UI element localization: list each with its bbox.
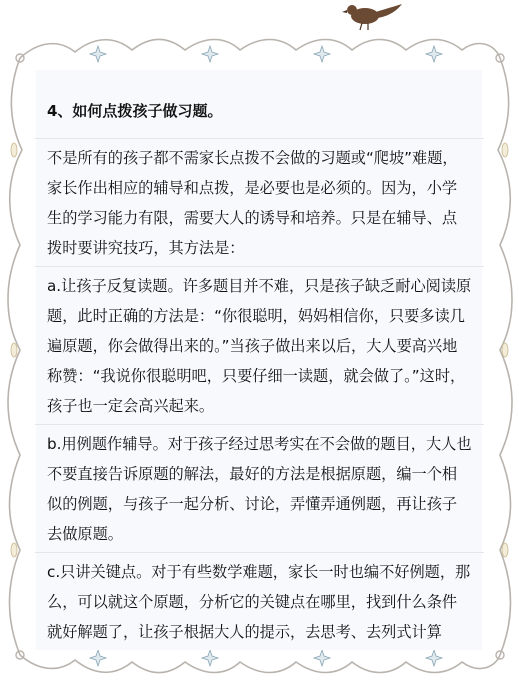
divider bbox=[35, 552, 484, 553]
divider bbox=[35, 424, 484, 425]
article-body bbox=[47, 96, 472, 647]
frame-top-border bbox=[20, 40, 500, 59]
divider bbox=[35, 266, 484, 267]
method-b-paragraph: b.用例题作辅导。对于孩子经过思考实在不会做的题目，大人也不要直接告诉原题的解法，最好的方法是根据原题，编一个相似的例题，与孩子一起分析、讨论，弄懂弄通例题，再让孩子去做原题。 bbox=[47, 435, 472, 543]
method-c-paragraph: c.只讲关键点。对于有些数学难题，家长一时也编不好例题，那么，可以就这个原题，分析它的关键点在哪里，找到什么条件就好解题了，让孩子根据大人的提示，去思考、去列式计算 bbox=[47, 563, 471, 641]
intro-paragraph: 不是所有的孩子都不需家长点拨不会做的习题或“爬坡”难题，家长作出相应的辅导和点拨，是必要也是必须的。因为，小学生的学习能力有限，需要大人的诱导和培养。只是在辅导、点拨时要讲究技巧，其方法是： bbox=[47, 149, 458, 257]
section-heading: 4、如何点拨孩子做习题。 bbox=[47, 102, 223, 120]
divider bbox=[35, 138, 484, 139]
bird-icon bbox=[342, 4, 402, 30]
method-a-paragraph: a.让孩子反复读题。许多题目并不难，只是孩子缺乏耐心阅读原题，此时正确的方法是：“你很聪明，妈妈相信你，只要多读几遍原题，你会做得出来的。”当孩子做出来以后，大人要高兴地称赞：“我说你很聪明吧，只要仔细一读题，就会做了。”这时，孩子也一定会高兴起来。 bbox=[47, 277, 472, 415]
